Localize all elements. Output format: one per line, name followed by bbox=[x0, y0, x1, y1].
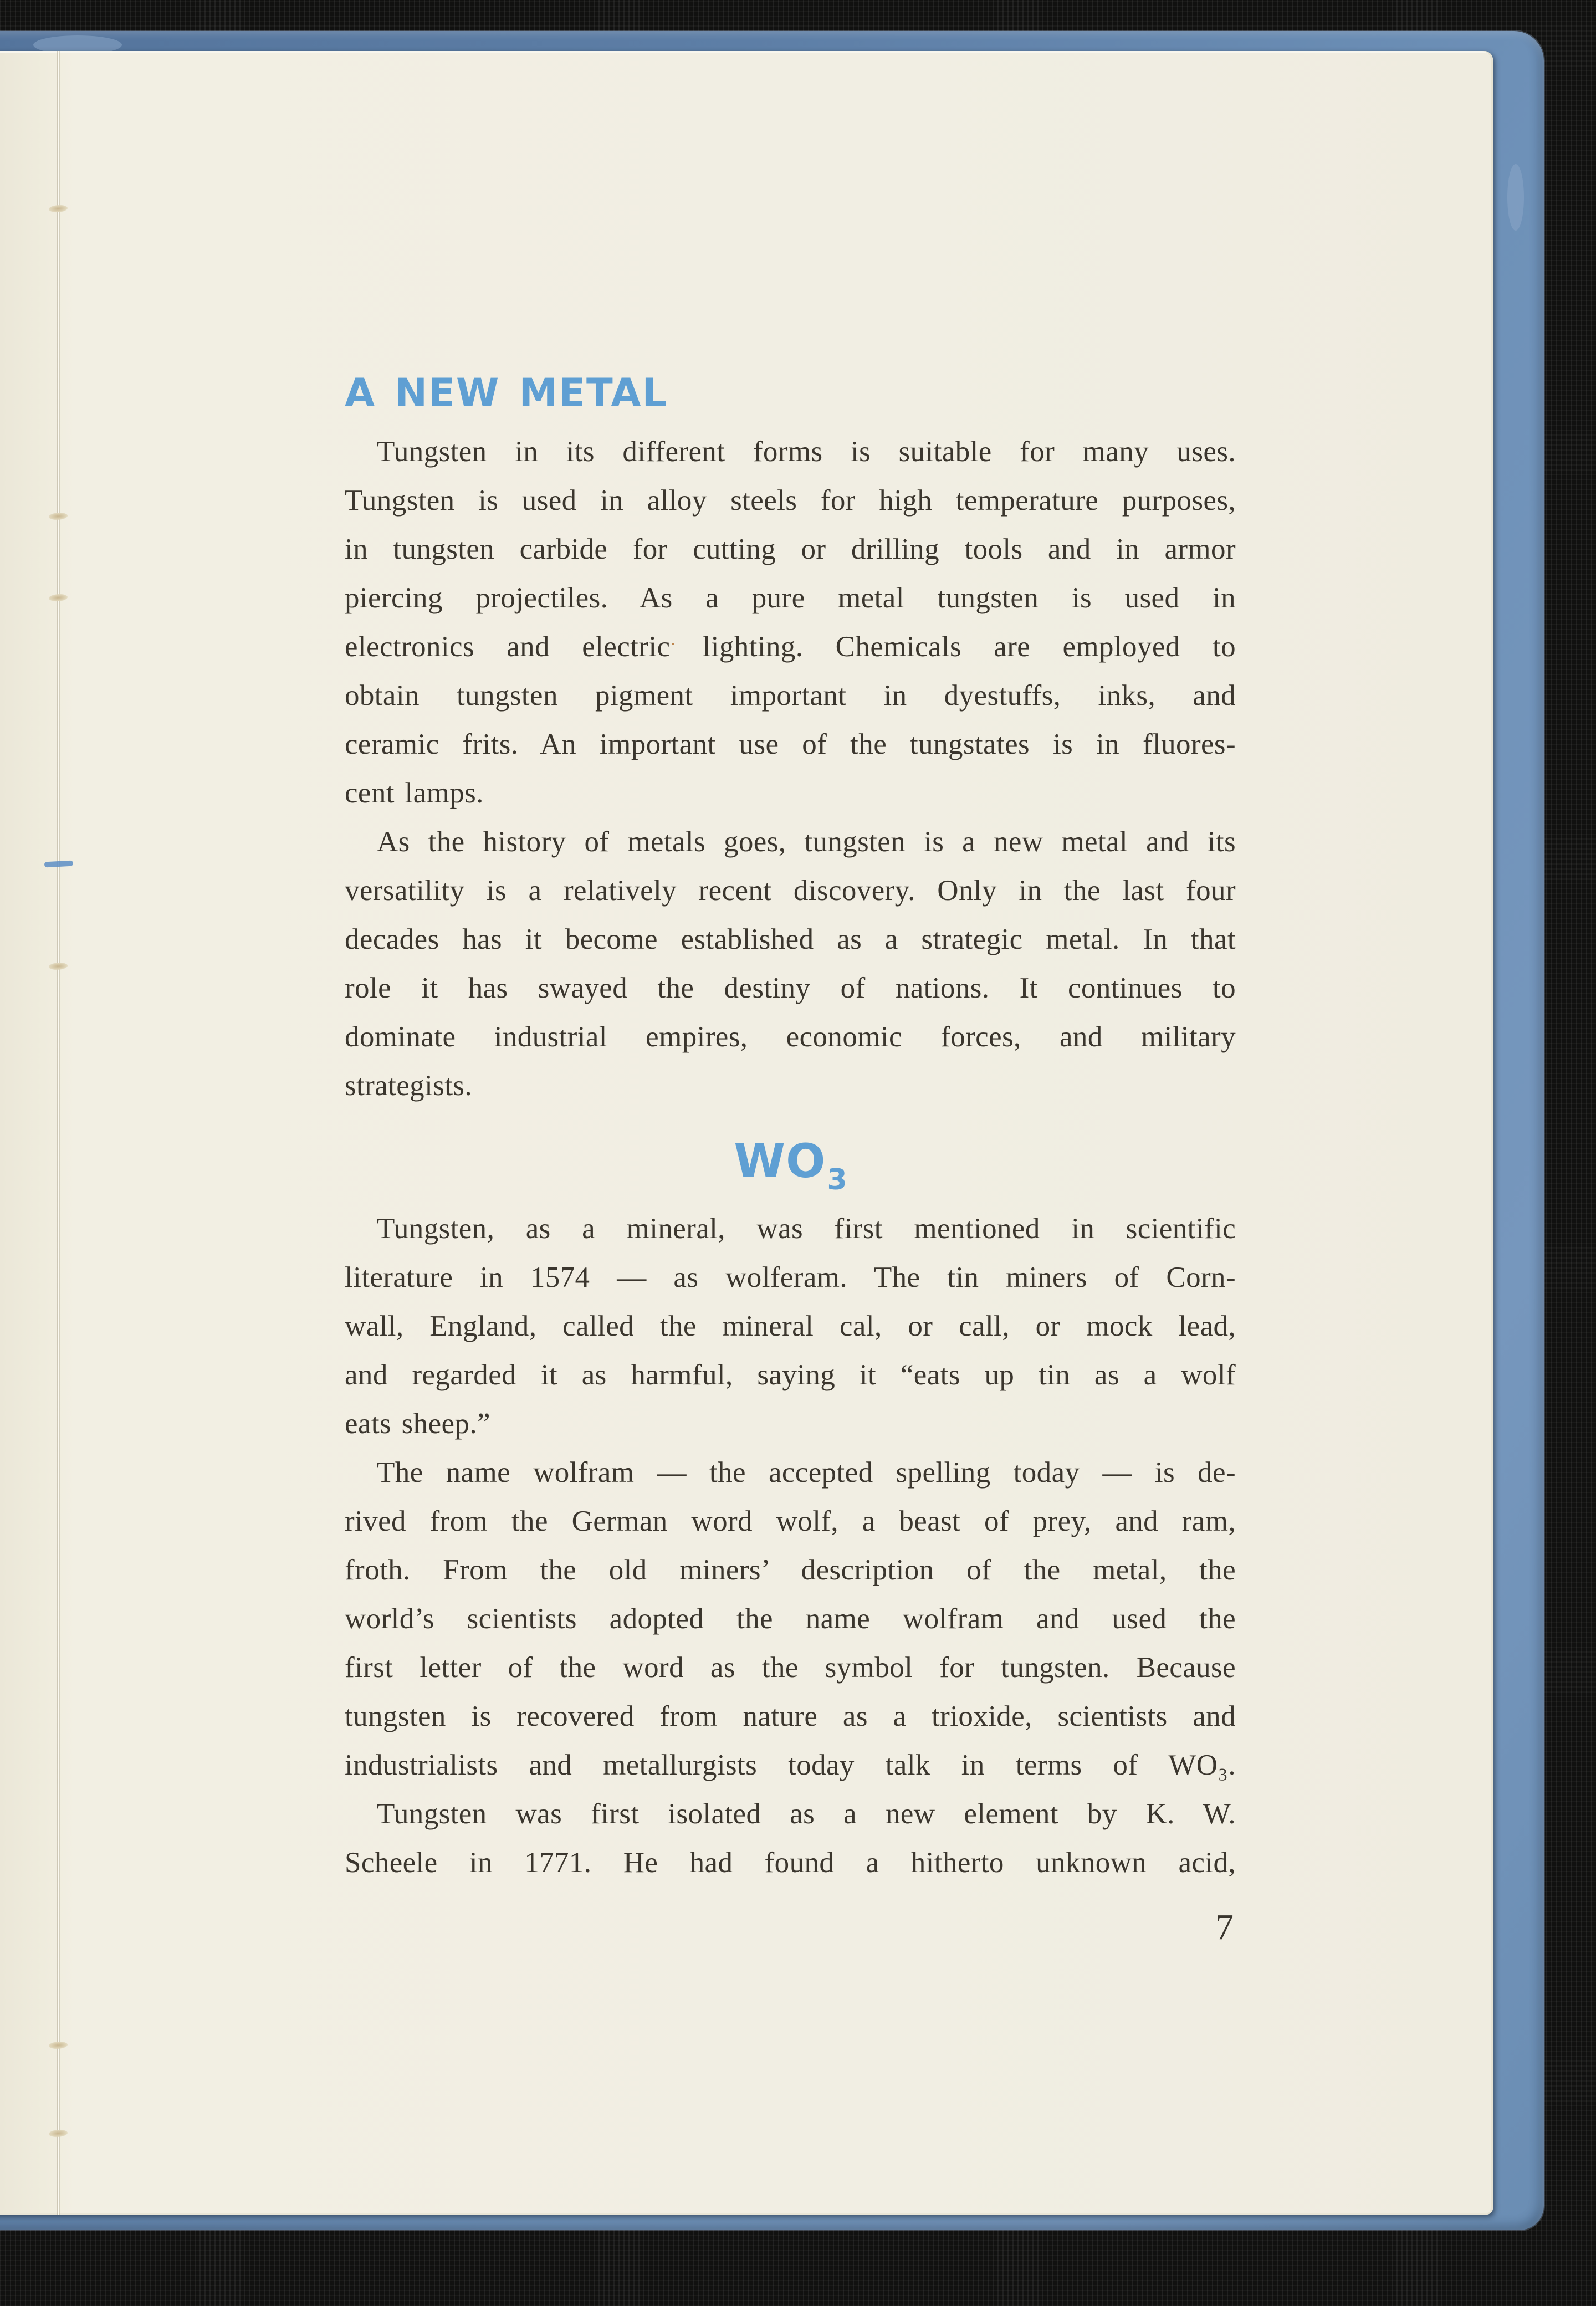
text-line: froth. From the old miners’ description of the metal, the bbox=[345, 1554, 1236, 1586]
text-line: Tungsten in its different forms is suitable for many uses. bbox=[377, 436, 1236, 468]
cover-fiber bbox=[1507, 164, 1524, 231]
stitch-mark bbox=[49, 512, 68, 520]
paragraph bbox=[345, 817, 1236, 1110]
stitch-mark bbox=[49, 2129, 68, 2138]
text-line: obtain tungsten pigment important in dyestuffs, inks, and bbox=[345, 679, 1236, 712]
text-line: Tungsten, as a mineral, was first mentioned in scientific bbox=[377, 1213, 1236, 1245]
formula-subscript: 3 bbox=[827, 1163, 848, 1197]
text-line: in tungsten carbide for cutting or drilling tools and in armor bbox=[345, 533, 1236, 565]
stitch-mark bbox=[49, 962, 68, 970]
text-line: rived from the German word wolf, a beast of prey, and ram, bbox=[345, 1505, 1236, 1537]
gutter-crease bbox=[57, 51, 60, 2215]
text-line: wall, England, called the mineral cal, or call, or mock lead, bbox=[345, 1310, 1236, 1342]
text-line: Tungsten was first isolated as a new element by K. W. bbox=[377, 1798, 1236, 1830]
text-line: role it has swayed the destiny of nations. It continues to bbox=[345, 972, 1236, 1004]
book-page bbox=[0, 51, 1493, 2215]
text-line: world’s scientists adopted the name wolfram and used the bbox=[345, 1603, 1236, 1635]
formula-base: WO bbox=[734, 1134, 826, 1188]
text-line: versatility is a relatively recent discovery. Only in the last four bbox=[345, 875, 1236, 907]
text-line: eats sheep.” bbox=[345, 1408, 490, 1440]
stitch-mark bbox=[49, 594, 68, 602]
paragraph bbox=[345, 1448, 1236, 1789]
text-line: and regarded it as harmful, saying it “eats up tin as a wolf bbox=[345, 1359, 1236, 1391]
text-line: piercing projectiles. As a pure metal tungsten is used in bbox=[345, 582, 1236, 614]
text-line: strategists. bbox=[345, 1070, 473, 1102]
heading-formula bbox=[345, 1134, 1236, 1197]
blue-pencil-mark bbox=[44, 861, 73, 868]
body-block-2 bbox=[345, 1204, 1236, 1887]
text-line: industrialists and metallurgists today talk in terms of WO₃. bbox=[345, 1749, 1236, 1781]
heading-primary: A NEW METAL bbox=[345, 370, 668, 416]
text-line: Tungsten is used in alloy steels for high temperature purposes, bbox=[345, 484, 1236, 517]
text-line: ceramic frits. An important use of the tungstates is in fluores- bbox=[345, 728, 1236, 760]
text-line: dominate industrial empires, economic forces, and military bbox=[345, 1021, 1236, 1053]
paragraph bbox=[345, 1789, 1236, 1887]
body-block-1 bbox=[345, 427, 1236, 1110]
text-line: first letter of the word as the symbol for tungsten. Because bbox=[345, 1651, 1236, 1684]
text-line: cent lamps. bbox=[345, 777, 484, 809]
stitch-mark bbox=[49, 2041, 68, 2049]
stitch-mark bbox=[49, 204, 68, 213]
text-line: electronics and electric lighting. Chemicals are employed to bbox=[345, 631, 1236, 663]
paragraph bbox=[345, 1204, 1236, 1448]
text-line: Scheele in 1771. He had found a hitherto unknown acid, bbox=[345, 1847, 1236, 1879]
text-line: decades has it become established as a strategic metal. In that bbox=[345, 923, 1236, 955]
paragraph bbox=[345, 427, 1236, 817]
text-line: literature in 1574 — as wolferam. The tin miners of Corn- bbox=[345, 1261, 1236, 1293]
text-line: The name wolfram — the accepted spelling today — is de- bbox=[377, 1456, 1236, 1489]
page-number: 7 bbox=[1215, 1907, 1234, 1947]
text-line: As the history of metals goes, tungsten is a new metal and its bbox=[377, 826, 1236, 858]
text-line: tungsten is recovered from nature as a trioxide, scientists and bbox=[345, 1700, 1236, 1732]
